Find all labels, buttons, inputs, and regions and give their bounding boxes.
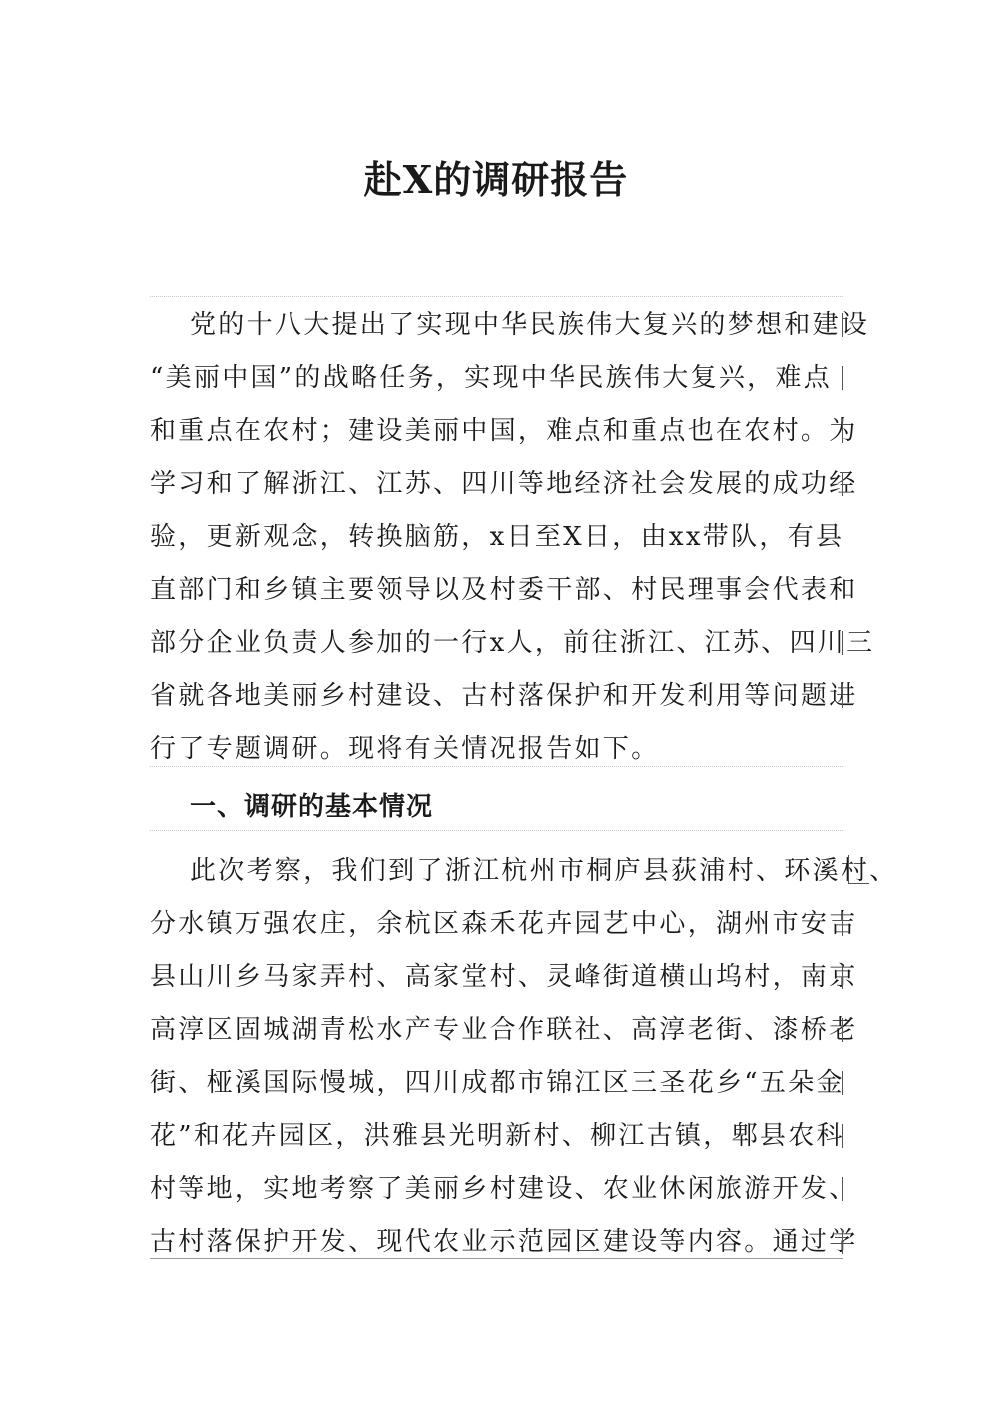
document-title: 赴X的调研报告	[363, 157, 629, 202]
line-end-mark	[842, 684, 843, 708]
section-rule	[150, 830, 843, 831]
text-line: 党的十八大提出了实现中华民族伟大复兴的梦想和建设	[190, 310, 870, 340]
line-end-mark	[842, 419, 843, 443]
text-line: 部分企业负责人参加的一行x人，前往浙江、江苏、四川三	[150, 628, 875, 658]
paragraph-bottom-rule	[150, 766, 843, 767]
text-line: “美丽中国”的战略任务，实现中华民族伟大复兴，难点	[150, 352, 843, 405]
text-line: 高淳区固城湖青松水产专业合作联社、高淳老街、漆桥老	[150, 1015, 858, 1045]
text-line: 街、桠溪国际慢城，四川成都市锦江区三圣花乡“五朵金	[150, 1068, 845, 1098]
line-end-mark	[842, 1177, 843, 1201]
line-end-mark	[842, 1124, 843, 1148]
text-line: 古村落保护开发、现代农业示范园区建设等内容。通过学	[150, 1227, 858, 1257]
line-end-mark	[842, 366, 843, 390]
page-bottom-rule	[150, 1258, 843, 1259]
text-line: 县山川乡马家弄村、高家堂村、灵峰街道横山坞村，南京	[150, 962, 858, 992]
line-end-mark	[848, 855, 869, 884]
section-heading: 一、调研的基本情况	[190, 792, 434, 822]
text-line: 花”和花卉园区，洪雅县光明新村、柳江古镇，郫县农科	[150, 1121, 845, 1151]
line-end-mark	[842, 472, 843, 496]
line-end-mark	[842, 912, 843, 936]
line-end-mark	[842, 1018, 843, 1042]
text-line: 村等地，实地考察了美丽乡村建设、农业休闲旅游开发、	[150, 1174, 858, 1204]
text-line: 分水镇万强农庄，余杭区森禾花卉园艺中心，湖州市安吉	[150, 909, 858, 939]
text-line: 学习和了解浙江、江苏、四川等地经济社会发展的成功经	[150, 469, 858, 499]
text-line: 省就各地美丽乡村建设、古村落保护和开发利用等问题进	[150, 681, 858, 711]
text-line: 行了专题调研。现将有关情况报告如下。	[150, 734, 660, 764]
line-end-mark	[842, 1071, 843, 1095]
text-line: 和重点在农村；建设美丽中国，难点和重点也在农村。为	[150, 416, 858, 446]
line-end-mark	[842, 631, 843, 655]
text-line: 验，更新观念，转换脑筋，x日至X日，由xx带队，有县	[150, 522, 845, 552]
text-line: 直部门和乡镇主要领导以及村委干部、村民理事会代表和	[150, 575, 858, 605]
intro-paragraph	[150, 299, 875, 776]
line-end-mark	[842, 313, 843, 337]
paragraph-top-rule	[150, 296, 843, 297]
text-line: 此次考察，我们到了浙江杭州市桐庐县荻浦村、环溪村、	[190, 856, 898, 886]
line-end-mark	[842, 1230, 843, 1254]
line-end-mark	[842, 965, 843, 989]
section-paragraph	[150, 845, 898, 1269]
